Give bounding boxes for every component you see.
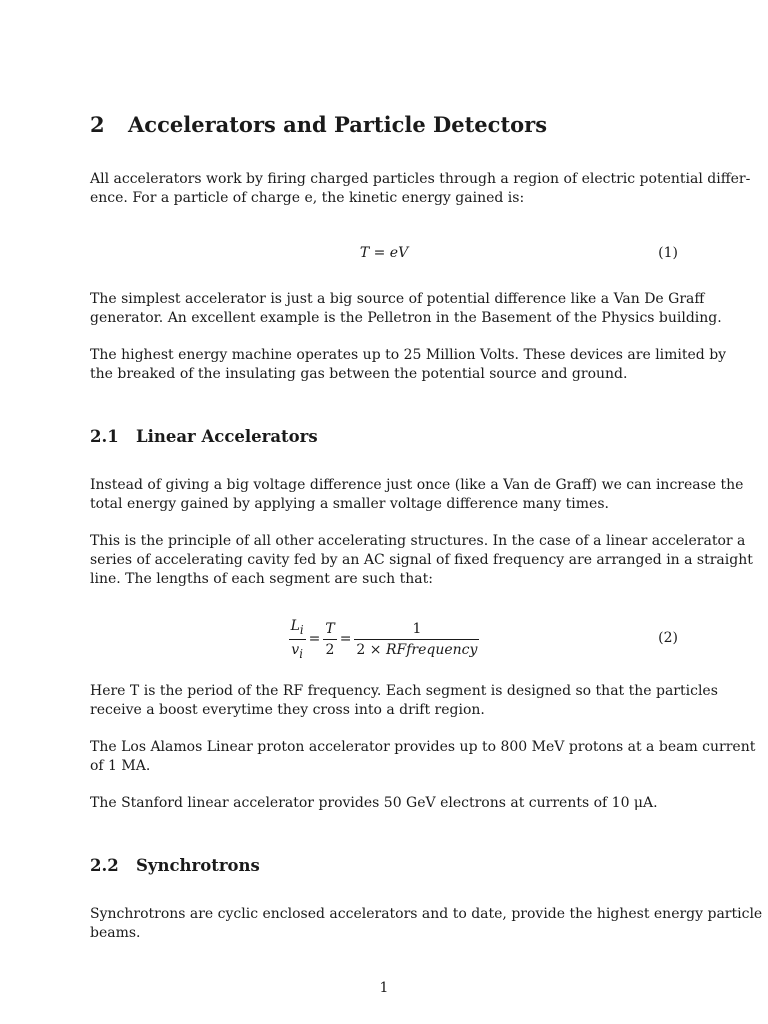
subsection-title-text: Linear Accelerators [136, 427, 318, 446]
paragraph-line: The simplest accelerator is just a big source of potential difference like a Van De Graff [90, 291, 705, 307]
page-number: 1 [379, 980, 389, 996]
subsection-number: 2.2 [90, 856, 119, 875]
paragraph-line: Instead of giving a big voltage difference just once (like a Van de Graff) we can increase the [90, 477, 744, 493]
section-number: 2 [90, 112, 105, 137]
equation-2-expression [90, 618, 678, 661]
equals-sign: = [308, 631, 321, 648]
paragraph-synchrotrons [90, 905, 763, 943]
paragraph-los-alamos [90, 738, 756, 776]
subsection-title-text: Synchrotrons [136, 856, 260, 875]
equation-1-expression: T = eV [359, 245, 409, 261]
fraction-one-over-rf: $\frac{1}{\text{2 × RFfrequency}}$ [356, 620, 478, 658]
paragraph-voltage-difference [90, 476, 744, 514]
section-title-text: Accelerators and Particle Detectors [128, 112, 548, 137]
paragraph-line: series of accelerating cavity fed by an AC signal of fixed frequency are arranged in a straight [90, 552, 753, 568]
paragraph-line: line. The lengths of each segment are such that: [90, 571, 433, 587]
paragraph-line: All accelerators work by firing charged particles through a region of electric potential differ- [90, 171, 751, 187]
paragraph-line: of 1 MA. [90, 758, 151, 774]
equation-1-number: (1) [658, 245, 678, 261]
section-heading [90, 112, 547, 137]
equation-1 [90, 245, 678, 285]
paragraph-line: beams. [90, 925, 141, 941]
paragraph-stanford [90, 794, 678, 813]
paragraph-line: The Stanford linear accelerator provides 50 GeV electrons at currents of 10 μA. [90, 795, 658, 811]
paragraph-rf-period [90, 682, 718, 720]
paragraph-line: the breaked of the insulating gas between the potential source and ground. [90, 366, 628, 382]
paragraph-line: receive a boost everytime they cross into a drift region. [90, 702, 485, 718]
subsection-heading-synchrotrons [90, 856, 260, 875]
paragraph-line: Synchrotrons are cyclic enclosed accelerators and to date, provide the highest energy particle [90, 906, 763, 922]
paragraph-line: Here T is the period of the RF frequency. Each segment is designed so that the particles [90, 683, 718, 699]
fraction-t-over-2: $\frac{T}{2}$ [325, 620, 335, 658]
fraction-l-over-v: $\frac{L_i}{v_i}$ [290, 618, 304, 661]
paragraph-simplest-accelerator [90, 290, 722, 328]
paragraph-line: ence. For a particle of charge e, the kinetic energy gained is: [90, 190, 525, 206]
paragraph-principle [90, 532, 753, 589]
equation-2-number: (2) [658, 630, 678, 646]
paragraph-highest-energy [90, 346, 727, 384]
paragraph-line: This is the principle of all other accelerating structures. In the case of a linear accelerator a [90, 533, 746, 549]
paragraph-intro [90, 170, 751, 208]
paragraph-line: generator. An excellent example is the Pelletron in the Basement of the Physics building. [90, 310, 722, 326]
subsection-heading-linear-accelerators [90, 427, 318, 446]
paragraph-line: The highest energy machine operates up to 25 Million Volts. These devices are limited by [90, 347, 727, 363]
equation-2 [90, 618, 678, 664]
equals-sign: = [339, 631, 352, 648]
paragraph-line: The Los Alamos Linear proton accelerator provides up to 800 MeV protons at a beam current [90, 739, 756, 755]
subsection-number: 2.1 [90, 427, 119, 446]
paragraph-line: total energy gained by applying a smaller voltage difference many times. [90, 496, 609, 512]
